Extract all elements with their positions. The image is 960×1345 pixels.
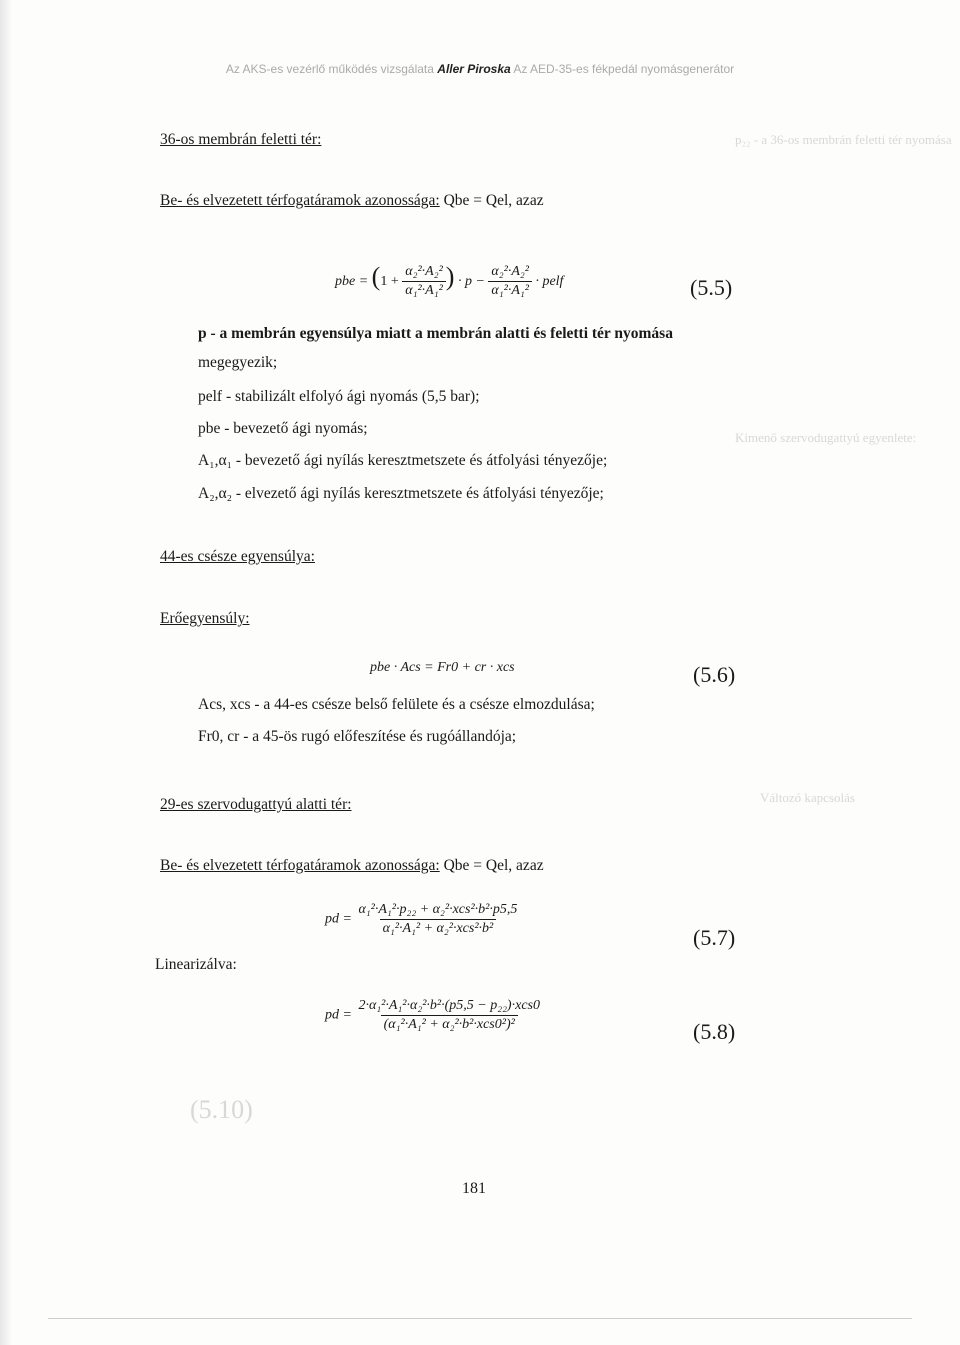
flow-equality-line-1 <box>160 192 544 211</box>
eq57-num: α₁²·A₁²·p₂₂ + α₂²·xcs²·b²·p5,5 <box>358 902 518 917</box>
section-heading-membrane: 36-os membrán feletti tér: <box>160 131 322 148</box>
equation-5-8 <box>325 998 543 1033</box>
scan-bottom-rule <box>48 1318 912 1319</box>
eq55-one: 1 + <box>380 274 399 289</box>
flow-equality-label-2: Be- és elvezetett térfogatáramok azonossága: <box>160 857 440 874</box>
header-author: Aller Piroska <box>437 62 511 76</box>
eq55-lhs: pbe = <box>335 274 369 289</box>
equation-number-5-5: (5.5) <box>690 275 733 300</box>
definition-Fr0: Fr0, cr - a 45-ös rugó előfeszítése és rugóállandója; <box>198 728 517 745</box>
eq55-frac1-num: α₂²·A₂² <box>405 264 443 280</box>
eq57-den: α₁²·A₁² + α₂²·xcs²·b² <box>380 919 497 937</box>
bleed-through-text: p₂₂ - a 36-os membrán feletti tér nyomása <box>735 132 952 147</box>
eq57-lhs: pd = <box>325 911 352 927</box>
eq58-den: (α₁²·A₁² + α₂²·b²·xcs0²)² <box>381 1015 518 1033</box>
subheading-force-balance: Erőegyensúly: <box>160 610 250 627</box>
equation-number-5-8: (5.8) <box>693 1019 736 1044</box>
definition-A2: A₂,α₂ - elvezető ági nyílás keresztmetszete és átfolyási tényezője; <box>198 485 604 502</box>
equation-5-5 <box>335 262 563 299</box>
section-heading-servo: 29-es szervodugattyú alatti tér: <box>160 796 352 813</box>
eq57-fraction <box>355 902 520 937</box>
linearized-label: Linearizálva: <box>155 956 237 973</box>
eq55-mid: · p − <box>457 274 485 289</box>
eq55-frac2-den: α₁²·A₁² <box>488 281 532 299</box>
eq55-frac1-den: α₁²·A₁² <box>402 281 446 299</box>
eq55-paren-open: ( <box>371 262 381 291</box>
bleed-through-text: Kimenő szervodugattyú egyenlete: <box>735 430 917 445</box>
eq55-fraction-1 <box>402 264 446 299</box>
definition-p-line1: p - a membrán egyensúlya miatt a membrán alatti és feletti tér nyomása <box>198 325 673 342</box>
eq55-frac2-num: α₂²·A₂² <box>491 264 529 280</box>
page-number: 181 <box>462 1180 486 1197</box>
definition-A1: A₁,α₁ - bevezető ági nyílás keresztmetszete és átfolyási tényezője; <box>198 452 608 469</box>
equation-5-7 <box>325 902 520 937</box>
bleed-through-equation-number: (5.10) <box>190 1095 253 1124</box>
definition-Acs: Acs, xcs - a 44-es csésze belső felülete és a csésze elmozdulása; <box>198 696 595 713</box>
header-left-faint: Az AKS-es vezérlő működés vizsgálata <box>225 62 434 76</box>
equation-5-6: pbe · Acs = Fr0 + cr · xcs <box>370 660 515 675</box>
flow-equality-line-2 <box>160 857 544 876</box>
flow-equality-label: Be- és elvezetett térfogatáramok azonossága: <box>160 192 440 209</box>
definition-pelf: pelf - stabilizált elfolyó ági nyomás (5,5 bar); <box>198 388 480 405</box>
eq58-num: 2·α₁²·A₁²·α₂²·b²·(p5,5 − p₂₂)·xcs0 <box>358 998 540 1013</box>
definition-p-line2: megegyezik; <box>198 354 278 371</box>
running-header <box>200 62 760 76</box>
eq58-lhs: pd = <box>325 1007 352 1023</box>
eq55-paren-close: ) <box>445 262 455 291</box>
header-right-faint: Az AED-35-es fékpedál nyomásgenerátor <box>513 62 735 76</box>
definition-pbe: pbe - bevezető ági nyomás; <box>198 420 368 437</box>
eq58-fraction <box>355 998 543 1033</box>
bleed-through-text: Változó kapcsolás <box>760 790 855 805</box>
eq55-tail: · pelf <box>535 274 564 289</box>
section-heading-cup: 44-es csésze egyensúlya: <box>160 548 315 565</box>
flow-equality-tail: Qbe = Qel, azaz <box>443 192 544 209</box>
equation-number-5-7: (5.7) <box>693 925 736 950</box>
scan-edge-shadow <box>0 0 12 1345</box>
equation-number-5-6: (5.6) <box>693 662 736 687</box>
eq55-fraction-2 <box>488 264 532 299</box>
flow-equality-tail-2: Qbe = Qel, azaz <box>443 857 544 874</box>
